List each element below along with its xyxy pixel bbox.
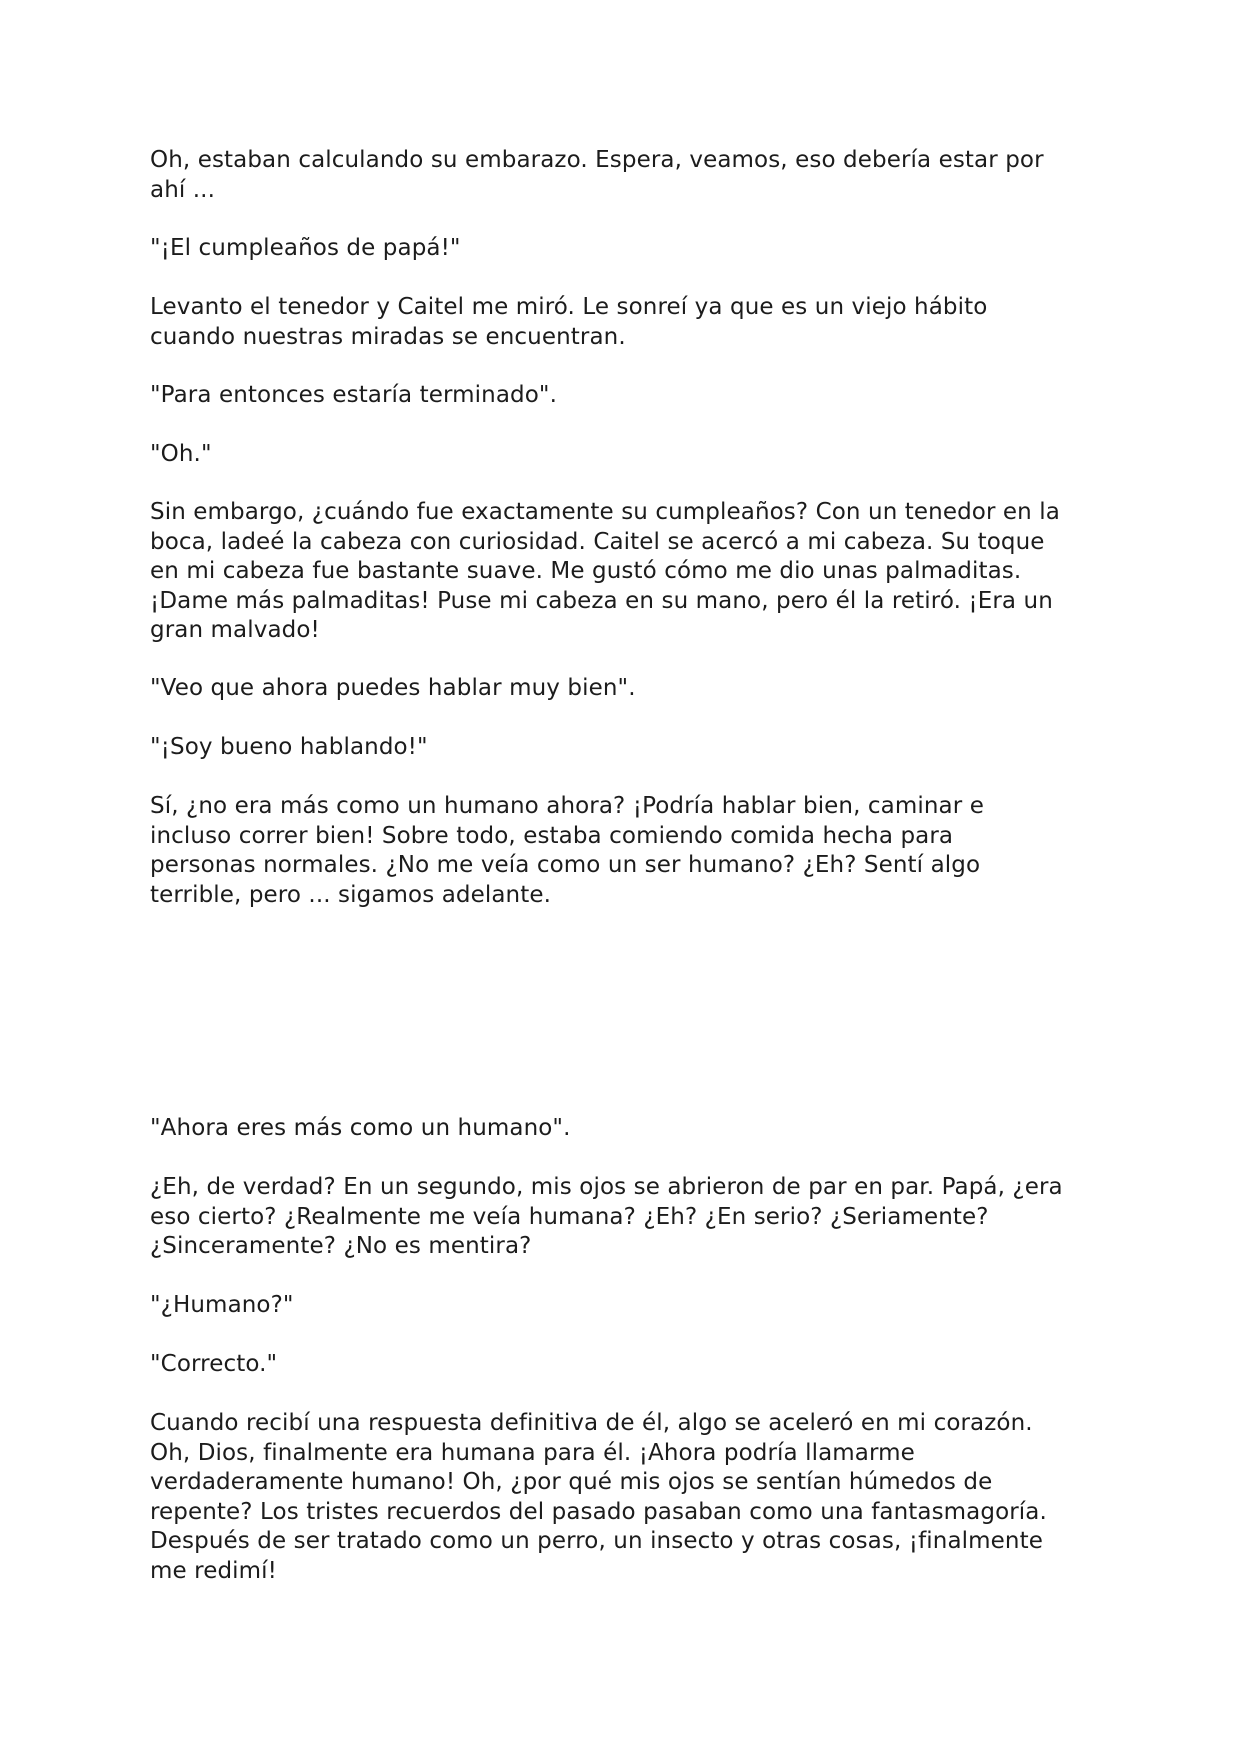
text-line: ¿Eh, de verdad? En un segundo, mis ojos se abrieron de par en par. Papá, ¿era — [150, 1174, 1063, 1200]
paragraph-text — [150, 1114, 1100, 1144]
text-line: "Correcto." — [150, 1351, 278, 1377]
text-line: en mi cabeza fue bastante suave. Me gustó cómo me dio unas palmaditas. — [150, 558, 1022, 584]
text-line: repente? Los tristes recuerdos del pasado pasaban como una fantasmagoría. — [150, 1498, 1047, 1525]
paragraph-text — [150, 1350, 1100, 1380]
text-line: "Veo que ahora puedes hablar muy bien". — [150, 675, 636, 701]
text-line: ¡Dame más palmaditas! Puse mi cabeza en su mano, pero él la retiró. ¡Era un — [150, 587, 1053, 614]
paragraph — [150, 1173, 1100, 1262]
paragraph — [150, 1291, 1100, 1321]
paragraph-text — [150, 146, 1100, 205]
paragraph — [150, 1114, 1100, 1144]
text-line: "Para entonces estaría terminado". — [150, 382, 558, 408]
text-line: "¿Humano?" — [150, 1292, 294, 1318]
paragraph — [150, 498, 1100, 646]
text-line: gran malvado! — [150, 617, 320, 643]
text-line: eso cierto? ¿Realmente me veía humana? ¿Eh? ¿En serio? ¿Seriamente? — [150, 1203, 989, 1230]
paragraph — [150, 381, 1100, 411]
paragraph-text — [150, 293, 1100, 352]
text-line: incluso correr bien! Sobre todo, estaba comiendo comida hecha para — [150, 822, 954, 849]
text-line: Cuando recibí una respuesta definitiva de él, algo se aceleró en mi corazón. — [150, 1410, 1033, 1436]
text-line: cuando nuestras miradas se encuentran. — [150, 323, 626, 350]
paragraph — [150, 440, 1100, 470]
paragraph — [150, 293, 1100, 352]
text-line: ahí ... — [150, 176, 216, 203]
paragraph — [150, 733, 1100, 763]
paragraph — [150, 674, 1100, 704]
text-line: verdaderamente humano! Oh, ¿por qué mis ojos se sentían húmedos de — [150, 1469, 993, 1495]
paragraph-text — [150, 674, 1100, 704]
paragraph — [150, 792, 1100, 910]
paragraph — [150, 146, 1100, 205]
text-line: "¡El cumpleaños de papá!" — [150, 235, 461, 261]
paragraph-text — [150, 381, 1100, 411]
paragraph — [150, 234, 1100, 264]
text-line: ¿Sinceramente? ¿No es mentira? — [150, 1233, 532, 1259]
text-line: "¡Soy bueno hablando!" — [150, 734, 428, 760]
paragraph-text — [150, 1173, 1100, 1262]
paragraph-text — [150, 234, 1100, 264]
text-line: personas normales. ¿No me veía como un ser humano? ¿Eh? Sentí algo — [150, 852, 981, 878]
paragraph-text — [150, 792, 1100, 910]
paragraph-text — [150, 1291, 1100, 1321]
paragraph-text — [150, 440, 1100, 470]
text-line: Sí, ¿no era más como un humano ahora? ¡Podría hablar bien, caminar e — [150, 793, 984, 819]
text-line: "Ahora eres más como un humano". — [150, 1115, 571, 1141]
text-line: me redimí! — [150, 1557, 277, 1584]
text-line: Oh, Dios, finalmente era humana para él. ¡Ahora podría llamarme — [150, 1439, 915, 1466]
paragraph-text — [150, 733, 1100, 763]
paragraph-text — [150, 1409, 1100, 1586]
text-line: Levanto el tenedor y Caitel me miró. Le sonreí ya que es un viejo hábito — [150, 294, 988, 320]
paragraph — [150, 1350, 1100, 1380]
text-line: Después de ser tratado como un perro, un insecto y otras cosas, ¡finalmente — [150, 1528, 1043, 1554]
text-line: Sin embargo, ¿cuándo fue exactamente su cumpleaños? Con un tenedor en la — [150, 499, 1060, 525]
paragraph-text — [150, 498, 1100, 646]
text-line: Oh, estaban calculando su embarazo. Espera, veamos, eso debería estar por — [150, 147, 1044, 173]
text-line: terrible, pero ... sigamos adelante. — [150, 881, 551, 908]
text-line: "Oh." — [150, 441, 212, 467]
text-line: boca, ladeé la cabeza con curiosidad. Caitel se acercó a mi cabeza. Su toque — [150, 528, 1045, 555]
paragraph — [150, 1409, 1100, 1586]
